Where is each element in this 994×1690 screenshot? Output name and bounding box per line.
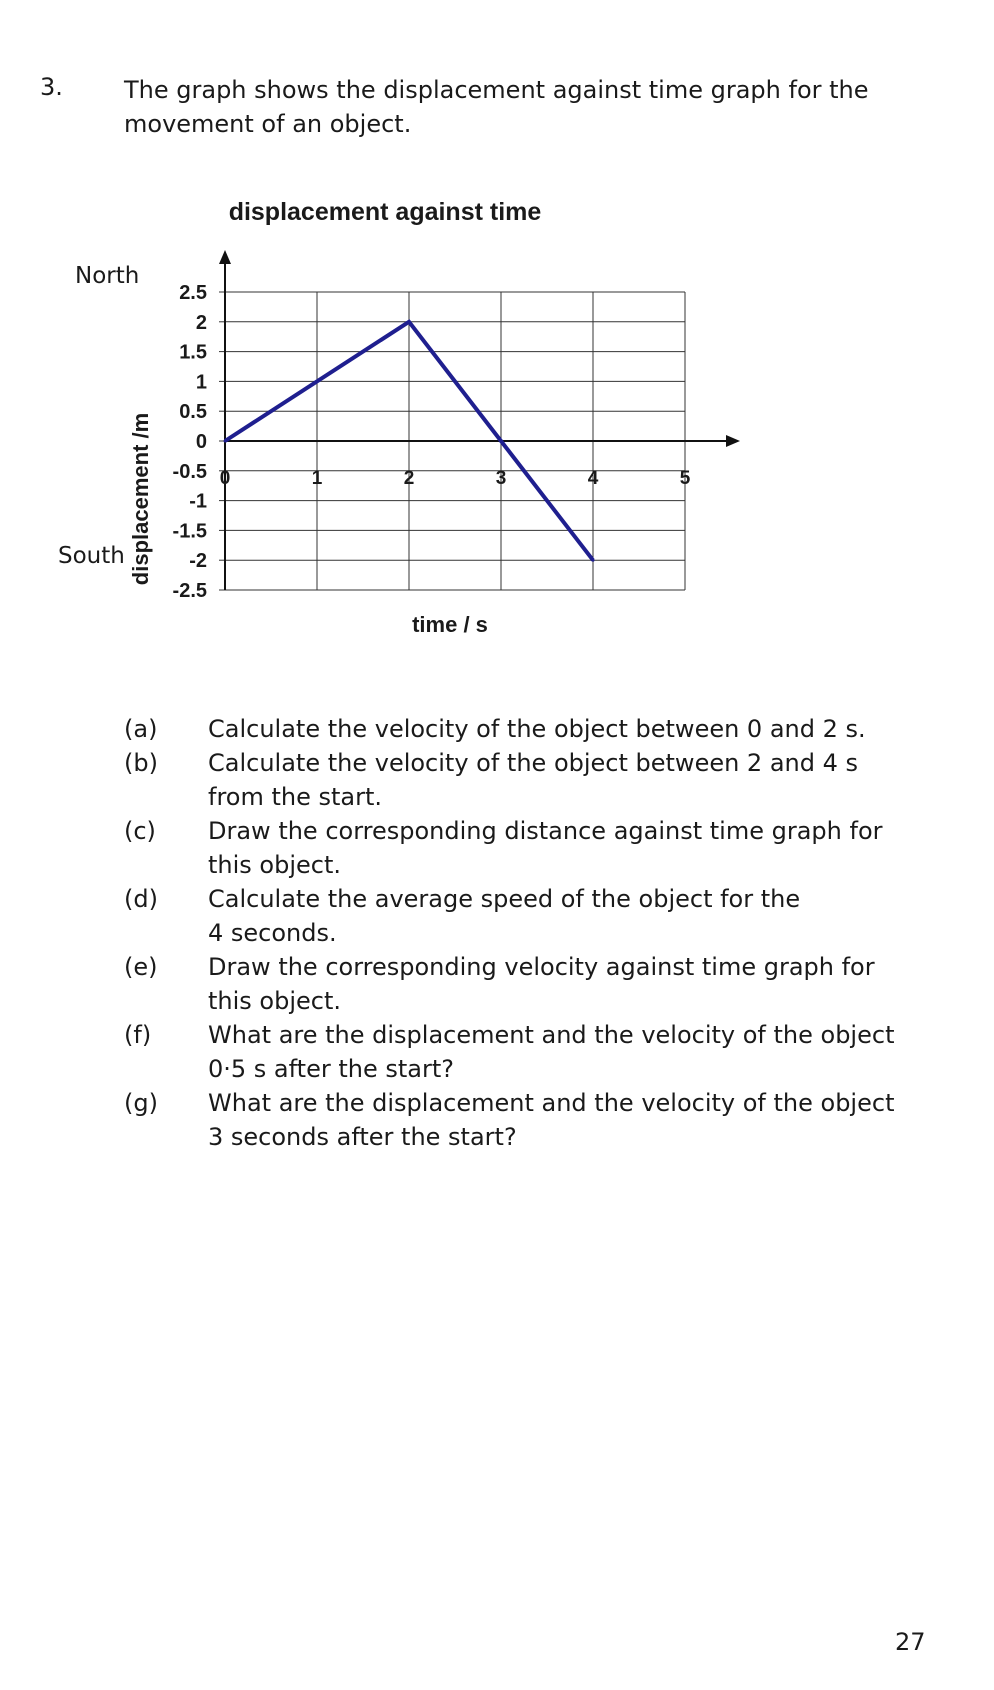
subquestion-line: Draw the corresponding distance against time graph for [208, 817, 883, 845]
y-tick-label: -2 [189, 550, 207, 573]
data-point [408, 320, 411, 323]
y-tick-label: -1 [189, 490, 207, 513]
x-axis-label: time / s [412, 612, 488, 637]
subquestion-label: (d) [124, 885, 158, 913]
subquestion-line: 3 seconds after the start? [208, 1123, 517, 1151]
subquestion-text [208, 1086, 928, 1154]
subquestion-label: (b) [124, 749, 158, 777]
subquestion-text [208, 746, 928, 814]
south-label: South [58, 543, 125, 569]
x-tick-label: 3 [495, 468, 507, 489]
subquestion-line: 4 seconds. [208, 919, 337, 947]
subquestion-line: from the start. [208, 783, 383, 811]
x-tick-label: 4 [587, 468, 599, 489]
y-tick-label: 1 [195, 371, 207, 394]
subquestion-line: this object. [208, 851, 342, 879]
x-axis-arrow [726, 435, 740, 447]
subquestion-text [208, 882, 928, 950]
x-tick-label: 1 [311, 468, 323, 489]
y-tick-label: -0.5 [172, 460, 207, 483]
y-tick-label: 1.5 [179, 341, 207, 364]
x-tick-label: 2 [403, 468, 415, 489]
question-number: 3. [40, 73, 63, 101]
subquestion-line: Draw the corresponding velocity against time graph for [208, 953, 875, 981]
subquestion-label: (e) [124, 953, 158, 981]
intro-line: The graph shows the displacement against time graph for the [124, 76, 869, 104]
subquestion-label: (f) [124, 1021, 152, 1049]
subquestion-label: (g) [124, 1089, 158, 1117]
x-tick-label: 0 [219, 468, 231, 489]
subquestion-line: this object. [208, 987, 342, 1015]
subquestion-line: Calculate the average speed of the object for the [208, 885, 801, 913]
page-number: 27 [895, 1628, 926, 1656]
y-tick-label: 2 [195, 311, 207, 334]
subquestion-label: (a) [124, 715, 158, 743]
data-point [592, 559, 595, 562]
displacement-chart [0, 190, 994, 650]
data-point [224, 440, 227, 443]
y-axis-label: displacement /m [128, 412, 153, 586]
subquestion-label: (c) [124, 817, 156, 845]
question-intro [124, 73, 904, 141]
y-tick-label: 2.5 [179, 282, 207, 304]
subquestion-text [208, 814, 928, 882]
north-label: North [75, 263, 140, 289]
intro-line: movement of an object. [124, 110, 412, 138]
data-point [500, 440, 503, 443]
subquestion-line: Calculate the velocity of the object between 2 and 4 s [208, 749, 859, 777]
subquestion-text [208, 712, 928, 746]
y-tick-label: 0 [195, 431, 207, 453]
x-tick-label: 5 [679, 468, 691, 489]
y-tick-label: -1.5 [172, 520, 207, 543]
subquestion-line: What are the displacement and the velocity of the object [208, 1021, 895, 1049]
chart-title: displacement against time [228, 198, 542, 226]
subquestion-line: Calculate the velocity of the object between 0 and 2 s. [208, 715, 866, 743]
subquestion-text [208, 950, 928, 1018]
subquestion-text [208, 1018, 928, 1086]
subquestion-line: What are the displacement and the velocity of the object [208, 1089, 895, 1117]
y-tick-label: 0.5 [179, 401, 207, 424]
y-tick-label: -2.5 [172, 580, 207, 602]
subquestion-line: 0·5 s after the start? [208, 1055, 454, 1083]
y-axis-arrow [219, 250, 231, 264]
